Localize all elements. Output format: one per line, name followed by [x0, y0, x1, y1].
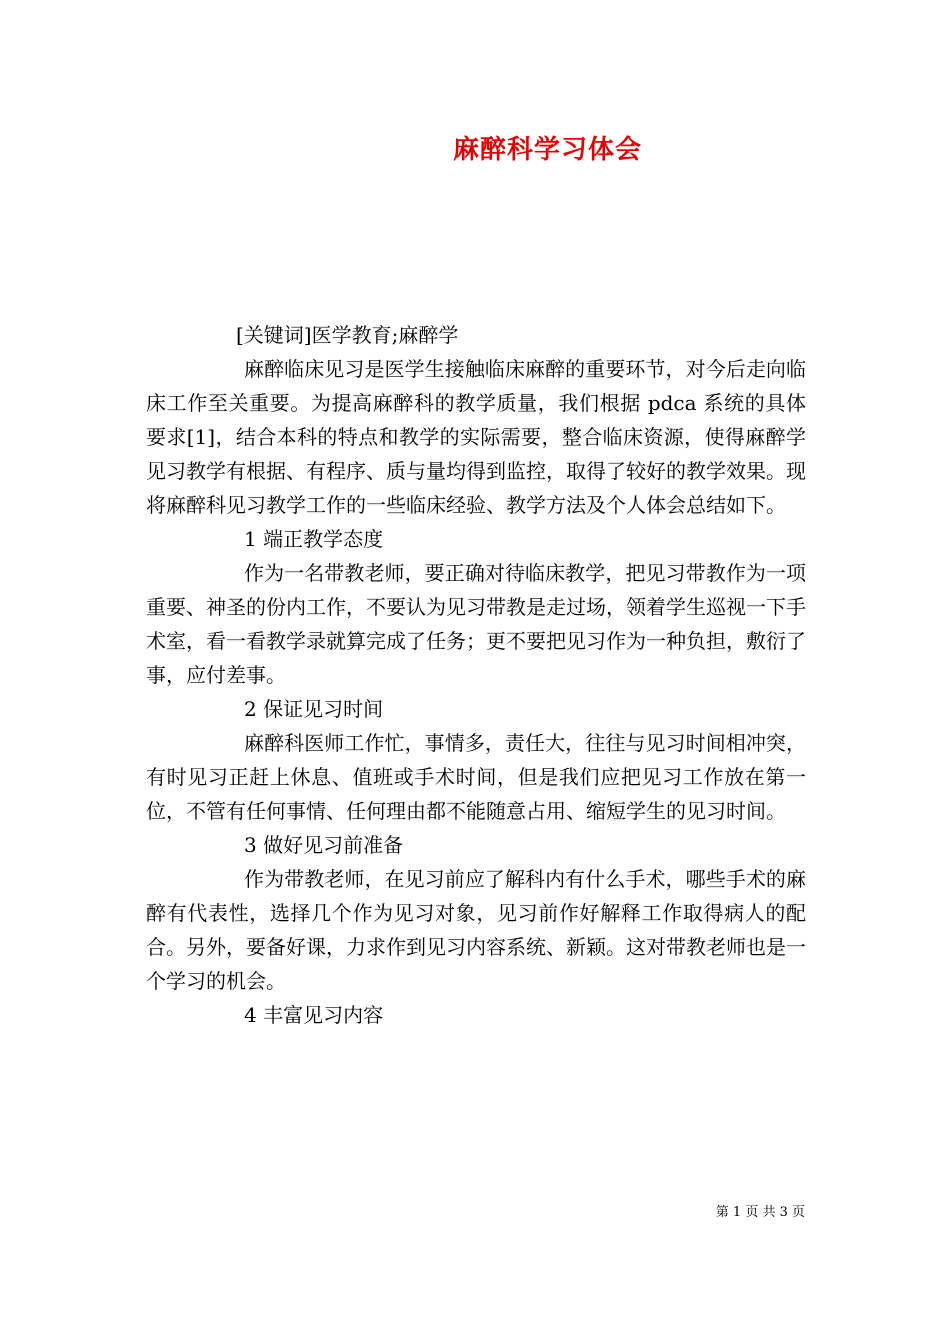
- section-heading-2: 2 保证见习时间: [244, 697, 384, 721]
- keywords-line: [关键词]医学教育;麻醉学: [236, 323, 459, 347]
- section-heading-3: 3 做好见习前准备: [244, 833, 404, 857]
- paragraph-section-3: 作为带教老师，在见习前应了解科内有什么手术，哪些手术的麻醉有代表性，选择几个作为见习对象，见习前作好解释工作取得病人的配合。另外，要备好课，力求作到见习内容系统、新颖。这对带教老师也是一个学习的机会。: [146, 867, 806, 993]
- document-title: 麻醉科学习体会: [452, 135, 642, 165]
- document-body: [146, 318, 806, 1032]
- paragraph-section-1: 作为一名带教老师，要正确对待临床教学，把见习带教作为一项重要、神圣的份内工作，不要认为见习带教是走过场，领着学生巡视一下手术室，看一看教学录就算完成了任务；更不要把见习作为一种负担，敷衍了事，应付差事。: [146, 561, 806, 687]
- paragraph-section-2: 麻醉科医师工作忙，事情多，责任大，往往与见习时间相冲突，有时见习正赶上休息、值班或手术时间，但是我们应把见习工作放在第一位，不管有任何事情、任何理由都不能随意占用、缩短学生的见习时间。: [146, 731, 806, 823]
- page-footer: 第 1 页 共 3 页: [715, 1205, 805, 1220]
- section-heading-4: 4 丰富见习内容: [244, 1003, 384, 1027]
- section-heading-1: 1 端正教学态度: [244, 527, 384, 551]
- paragraph-intro: 麻醉临床见习是医学生接触临床麻醉的重要环节，对今后走向临床工作至关重要。为提高麻醉科的教学质量，我们根据 pdca 系统的具体要求[1]，结合本科的特点和教学的实际需要，整合临床资源，使得麻醉学见习教学有根据、有程序、质与量均得到监控，取得了较好的教学效果。现将麻醉科见习教学工作的一些临床经验、教学方法及个人体会总结如下。: [146, 357, 806, 517]
